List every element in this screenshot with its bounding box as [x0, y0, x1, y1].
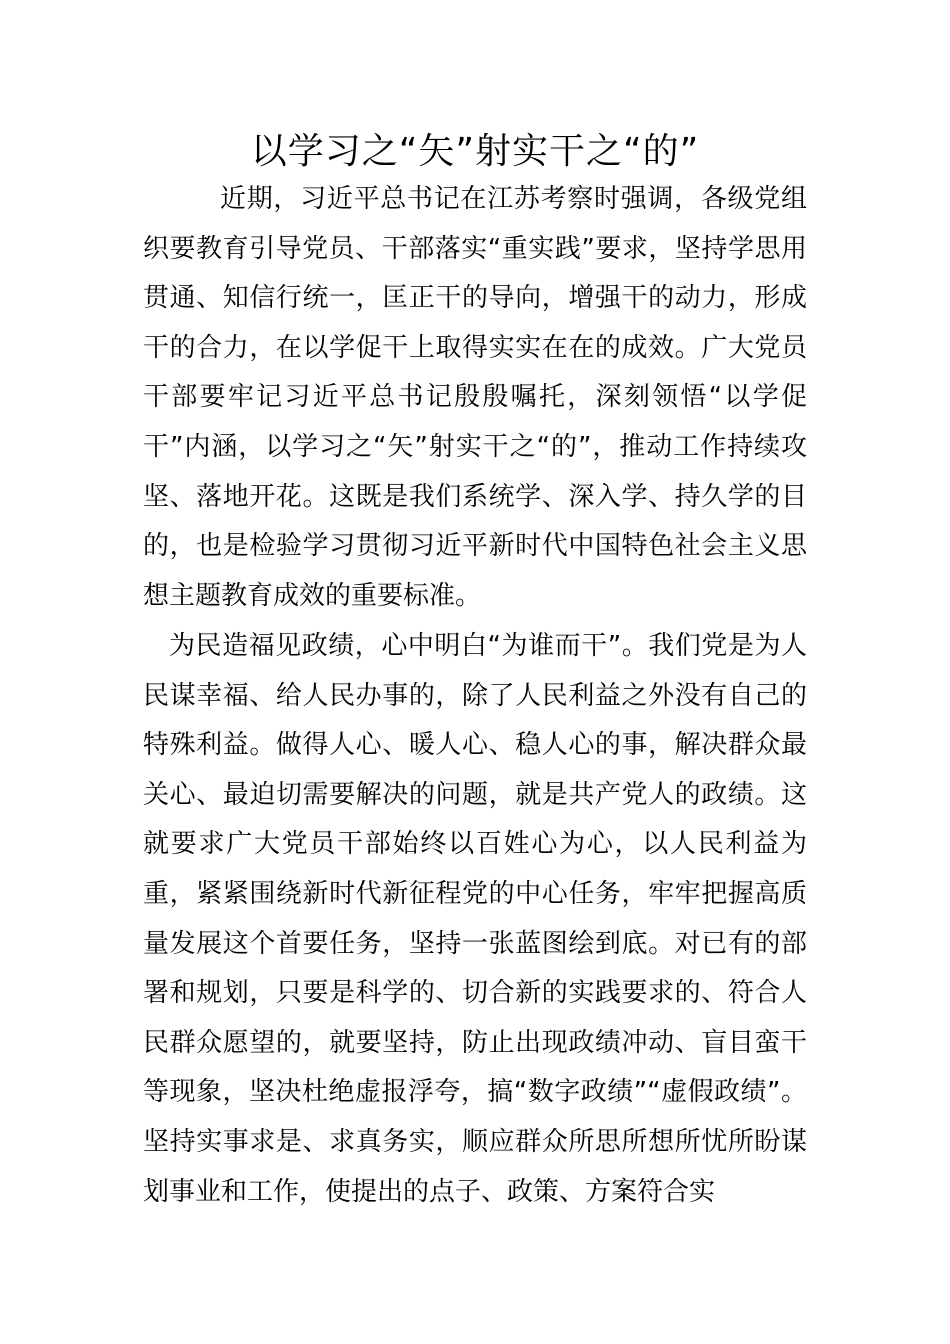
paragraph-1: 近期，习近平总书记在江苏考察时强调，各级党组织要教育引导党员、干部落实“重实践”要求，坚持学思用贯通、知信行统一，匡正干的导向，增强干的动力，形成干的合力，在以学促干上取得实实在在的成效。广大党员干部要牢记习近平总书记殷殷嘱托，深刻领悟“以学促干”内涵，以学习之“矢”射实干之“的”，推动工作持续攻坚、落地开花。这既是我们系统学、深入学、持久学的目的，也是检验学习贯彻习近平新时代中国特色社会主义思想主题教育成效的重要标准。 — [143, 184, 807, 611]
paragraph-2: 为民造福见政绩，心中明白“为谁而干”。我们党是为人民谋幸福、给人民办事的，除了人民利益之外没有自己的特殊利益。做得人心、暖人心、稳人心的事，解决群众最关心、最迫切需要解决的问题，就是共产党人的政绩。这就要求广大党员干部始终以百姓心为心，以人民利益为重，紧紧围绕新时代新征程党的中心任务，牢牢把握高质量发展这个首要任务，坚持一张蓝图绘到底。对已有的部署和规划，只要是科学的、切合新的实践要求的、符合人民群众愿望的，就要坚持，防止出现政绩冲动、盲目蛮干等现象，坚决杜绝虚报浮夸，搞“数字政绩”“虚假政绩”。坚持实事求是、求真务实，顺应群众所思所想所忧所盼谋划事业和工作，使提出的点子、政策、方案符合实 — [143, 631, 807, 1207]
document-title: 以学习之“矢”射实干之“的” — [250, 131, 700, 172]
